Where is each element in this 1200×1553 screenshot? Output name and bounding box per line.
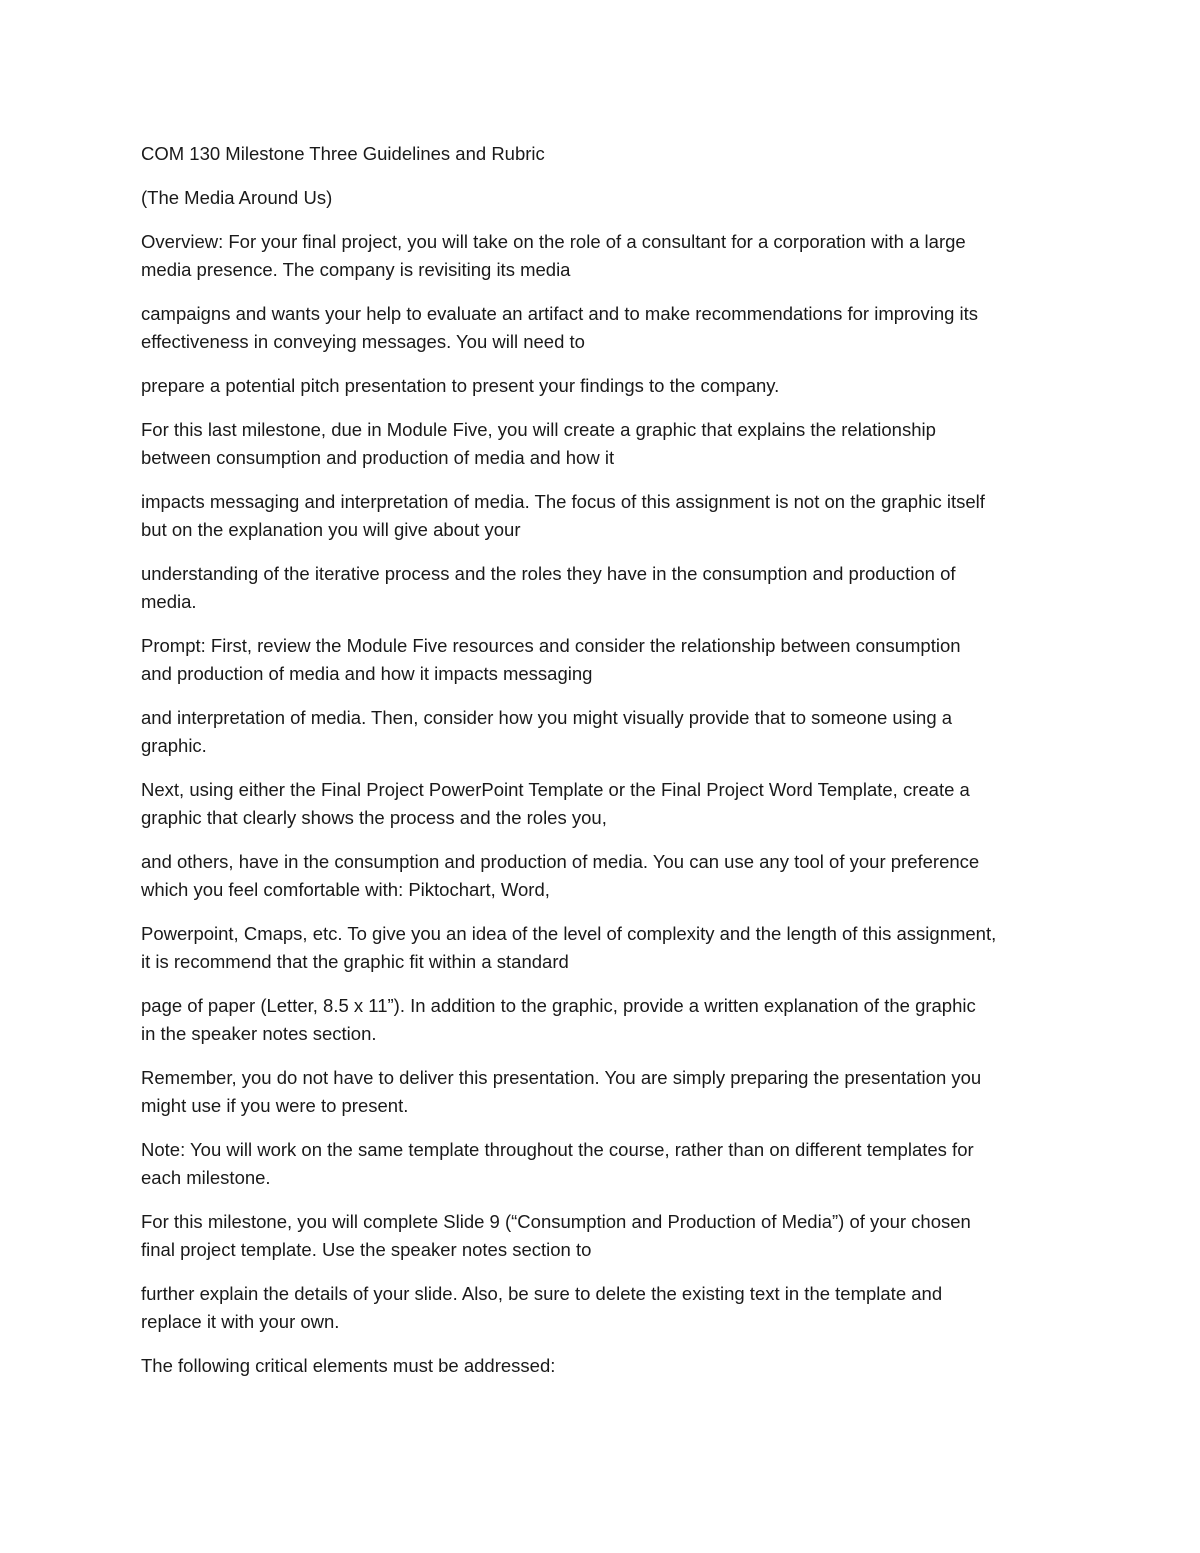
text-line: and production of media and how it impacts messaging — [141, 663, 593, 684]
text-line: COM 130 Milestone Three Guidelines and Rubric — [141, 143, 545, 164]
text-line: and interpretation of media. Then, consider how you might visually provide that to someone using a — [141, 707, 953, 728]
text-line: Powerpoint, Cmaps, etc. To give you an idea of the level of complexity and the length of this assignment, — [141, 923, 997, 944]
text-line: which you feel comfortable with: Piktochart, Word, — [141, 879, 550, 900]
paragraph — [141, 300, 1061, 356]
text-line: impacts messaging and interpretation of media. The focus of this assignment is not on the graphic itself — [141, 491, 985, 512]
text-line: understanding of the iterative process and the roles they have in the consumption and production of — [141, 563, 956, 584]
text-line: media. — [141, 591, 197, 612]
text-line: (The Media Around Us) — [141, 187, 333, 208]
paragraph — [141, 560, 1061, 616]
paragraph — [141, 992, 1061, 1048]
text-line: might use if you were to present. — [141, 1095, 409, 1116]
text-line: Note: You will work on the same template throughout the course, rather than on different templates for — [141, 1139, 974, 1160]
text-line: For this milestone, you will complete Slide 9 (“Consumption and Production of Media”) of your chosen — [141, 1211, 971, 1232]
text-line: page of paper (Letter, 8.5 x 11”). In addition to the graphic, provide a written explanation of the graphic — [141, 995, 976, 1016]
paragraph — [141, 920, 1061, 976]
text-line: Overview: For your final project, you will take on the role of a consultant for a corporation with a large — [141, 231, 966, 252]
text-line: Prompt: First, review the Module Five resources and consider the relationship between consumption — [141, 635, 961, 656]
text-line: final project template. Use the speaker notes section to — [141, 1239, 592, 1260]
paragraph-prompt — [141, 632, 1061, 688]
paragraph — [141, 848, 1061, 904]
text-line: graphic. — [141, 735, 207, 756]
text-line: further explain the details of your slide. Also, be sure to delete the existing text in the template and — [141, 1283, 943, 1304]
text-line: prepare a potential pitch presentation to present your findings to the company. — [141, 375, 780, 396]
paragraph — [141, 488, 1061, 544]
text-line: between consumption and production of media and how it — [141, 447, 615, 468]
paragraph — [141, 1208, 1061, 1264]
text-line: effectiveness in conveying messages. You will need to — [141, 331, 585, 352]
document-subtitle — [141, 184, 1061, 212]
text-line: and others, have in the consumption and production of media. You can use any tool of your preference — [141, 851, 980, 872]
paragraph — [141, 416, 1061, 472]
text-line: Next, using either the Final Project PowerPoint Template or the Final Project Word Template, create a — [141, 779, 970, 800]
paragraph-critical-elements — [141, 1352, 1061, 1380]
text-line: For this last milestone, due in Module Five, you will create a graphic that explains the relationship — [141, 419, 936, 440]
text-line: Remember, you do not have to deliver this presentation. You are simply preparing the presentation you — [141, 1067, 982, 1088]
text-line: it is recommend that the graphic fit within a standard — [141, 951, 569, 972]
paragraph-overview — [141, 228, 1061, 284]
text-line: replace it with your own. — [141, 1311, 340, 1332]
text-line: campaigns and wants your help to evaluate an artifact and to make recommendations for improving its — [141, 303, 979, 324]
document-title — [141, 140, 1061, 168]
text-line: each milestone. — [141, 1167, 271, 1188]
text-line: but on the explanation you will give about your — [141, 519, 521, 540]
document-body — [141, 140, 1061, 1396]
text-line: in the speaker notes section. — [141, 1023, 377, 1044]
text-line: The following critical elements must be addressed: — [141, 1355, 556, 1376]
paragraph — [141, 704, 1061, 760]
paragraph-note — [141, 1136, 1061, 1192]
paragraph — [141, 1280, 1061, 1336]
paragraph — [141, 776, 1061, 832]
text-line: media presence. The company is revisiting its media — [141, 259, 571, 280]
paragraph — [141, 372, 1061, 400]
text-line: graphic that clearly shows the process and the roles you, — [141, 807, 607, 828]
paragraph — [141, 1064, 1061, 1120]
